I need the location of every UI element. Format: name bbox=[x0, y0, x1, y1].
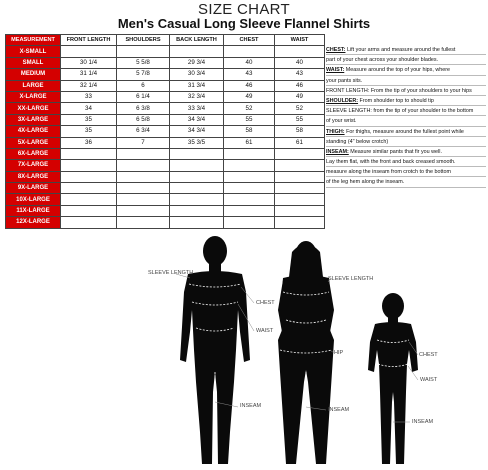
size-label: 8X-LARGE bbox=[6, 171, 61, 182]
instruction-line bbox=[326, 45, 486, 55]
table-cell: 34 3/4 bbox=[170, 126, 224, 137]
table-cell: 49 bbox=[275, 91, 325, 102]
table-cell bbox=[275, 183, 325, 194]
table-cell bbox=[275, 194, 325, 205]
size-label: 11X-LARGE bbox=[6, 205, 61, 216]
table-row bbox=[6, 148, 325, 159]
table-cell: 61 bbox=[224, 137, 275, 148]
size-label: 12X-LARGE bbox=[6, 217, 61, 228]
table-cell bbox=[275, 171, 325, 182]
instruction-key: INSEAM: bbox=[326, 148, 349, 155]
table-cell: 58 bbox=[224, 126, 275, 137]
table-cell: 5 5/8 bbox=[117, 57, 170, 68]
instruction-text: part of your chest across your shoulder blades. bbox=[326, 57, 439, 64]
instruction-text: FRONT LENGTH: From the tip of your shoulders to your hips bbox=[326, 87, 472, 94]
table-cell: 29 3/4 bbox=[170, 57, 224, 68]
table-cell: 6 3/8 bbox=[117, 103, 170, 114]
size-label: 10X-LARGE bbox=[6, 194, 61, 205]
table-cell: 33 bbox=[61, 91, 117, 102]
table-row bbox=[6, 69, 325, 80]
table-cell bbox=[61, 148, 117, 159]
table-cell: 52 bbox=[275, 103, 325, 114]
instruction-line bbox=[326, 157, 486, 167]
table-cell: 61 bbox=[275, 137, 325, 148]
table-cell: 55 bbox=[224, 114, 275, 125]
instruction-key: CHEST: bbox=[326, 47, 346, 53]
table-cell: 6 1/4 bbox=[117, 91, 170, 102]
table-cell bbox=[117, 183, 170, 194]
instruction-key: WAIST: bbox=[326, 67, 345, 74]
table-cell bbox=[117, 148, 170, 159]
table-cell bbox=[224, 148, 275, 159]
table-cell: 32 3/4 bbox=[170, 91, 224, 102]
column-header: SHOULDERS bbox=[117, 35, 170, 46]
size-label: 5X-LARGE bbox=[6, 137, 61, 148]
instruction-key: SHOULDER: bbox=[326, 97, 359, 104]
table-cell bbox=[117, 194, 170, 205]
instruction-line bbox=[326, 147, 486, 157]
table-body bbox=[6, 46, 325, 228]
table-cell bbox=[61, 171, 117, 182]
table-cell bbox=[170, 46, 224, 57]
table-row bbox=[6, 80, 325, 91]
instruction-text: your pants sits. bbox=[326, 77, 363, 84]
column-header: MEASUREMENT bbox=[6, 35, 61, 46]
instruction-text: Measure similar pants that fir you well. bbox=[348, 148, 442, 155]
table-cell bbox=[275, 205, 325, 216]
man-chest-label: CHEST bbox=[256, 300, 275, 306]
table-cell: 40 bbox=[224, 57, 275, 68]
size-label: 3X-LARGE bbox=[6, 114, 61, 125]
instruction-line bbox=[326, 177, 486, 187]
table-cell: 43 bbox=[275, 69, 325, 80]
size-label: X-LARGE bbox=[6, 91, 61, 102]
table-cell bbox=[275, 217, 325, 228]
table-row bbox=[6, 114, 325, 125]
table-cell bbox=[61, 46, 117, 57]
table-cell bbox=[61, 205, 117, 216]
size-label: X-SMALL bbox=[6, 46, 61, 57]
child-waist-label: WAIST bbox=[420, 377, 438, 383]
size-label: 9X-LARGE bbox=[6, 183, 61, 194]
table-row bbox=[6, 103, 325, 114]
table-cell bbox=[170, 183, 224, 194]
child-silhouette bbox=[368, 293, 418, 464]
table-cell: 32 1/4 bbox=[61, 80, 117, 91]
table-cell: 34 bbox=[61, 103, 117, 114]
instruction-line bbox=[326, 167, 486, 177]
size-label: MEDIUM bbox=[6, 69, 61, 80]
instruction-line bbox=[326, 116, 486, 126]
table-cell: 52 bbox=[224, 103, 275, 114]
table-cell bbox=[224, 46, 275, 57]
size-label: 4X-LARGE bbox=[6, 126, 61, 137]
woman-silhouette bbox=[278, 241, 334, 464]
table-cell bbox=[61, 183, 117, 194]
table-row bbox=[6, 137, 325, 148]
instruction-text: standing (4" below crotch) bbox=[326, 138, 389, 145]
table-cell bbox=[170, 160, 224, 171]
table-cell: 7 bbox=[117, 137, 170, 148]
table-cell bbox=[170, 148, 224, 159]
table-cell bbox=[224, 194, 275, 205]
table-cell bbox=[61, 194, 117, 205]
child-inseam-label: INSEAM bbox=[412, 419, 434, 425]
table-cell bbox=[275, 148, 325, 159]
column-header: BACK LENGTH bbox=[170, 35, 224, 46]
table-cell bbox=[117, 171, 170, 182]
table-cell: 43 bbox=[224, 69, 275, 80]
table-cell bbox=[275, 46, 325, 57]
instruction-text: For thighs, measure around the fullest point while bbox=[344, 128, 464, 135]
table-cell bbox=[117, 46, 170, 57]
table-cell: 33 3/4 bbox=[170, 103, 224, 114]
size-table bbox=[5, 34, 325, 229]
table-cell bbox=[170, 217, 224, 228]
table-row bbox=[6, 194, 325, 205]
table-cell: 31 3/4 bbox=[170, 80, 224, 91]
instruction-line bbox=[326, 65, 486, 75]
size-label: XX-LARGE bbox=[6, 103, 61, 114]
table-cell bbox=[275, 160, 325, 171]
table-cell: 46 bbox=[275, 80, 325, 91]
table-cell: 6 5/8 bbox=[117, 114, 170, 125]
instruction-line bbox=[326, 76, 486, 86]
page-title: SIZE CHART bbox=[198, 1, 290, 18]
instruction-key: THIGH: bbox=[326, 128, 345, 135]
table-row bbox=[6, 160, 325, 171]
table-cell bbox=[170, 171, 224, 182]
instruction-text: measure along the inseam from crotch to the bottom bbox=[326, 169, 451, 176]
table-cell: 5 7/8 bbox=[117, 69, 170, 80]
table-cell bbox=[170, 194, 224, 205]
table-row bbox=[6, 46, 325, 57]
table-cell bbox=[117, 205, 170, 216]
table-header-row bbox=[6, 35, 325, 46]
table-row bbox=[6, 126, 325, 137]
table-row bbox=[6, 91, 325, 102]
table-cell bbox=[224, 205, 275, 216]
instruction-text: of the leg hem along the inseam. bbox=[326, 179, 405, 186]
table-cell bbox=[224, 183, 275, 194]
column-header: FRONT LENGTH bbox=[61, 35, 117, 46]
woman-inseam-label: INSEAM bbox=[328, 407, 350, 413]
size-label: SMALL bbox=[6, 57, 61, 68]
table-cell: 58 bbox=[275, 126, 325, 137]
table-cell: 6 3/4 bbox=[117, 126, 170, 137]
table-cell: 55 bbox=[275, 114, 325, 125]
table-cell: 35 bbox=[61, 114, 117, 125]
measuring-instructions bbox=[326, 45, 486, 188]
table-cell: 36 bbox=[61, 137, 117, 148]
table-row bbox=[6, 205, 325, 216]
instruction-text: Lift your arms and measure around the fullest bbox=[345, 47, 456, 53]
instruction-line bbox=[326, 86, 486, 96]
table-row bbox=[6, 183, 325, 194]
instruction-text: Measure around the top of your hips, where bbox=[344, 67, 451, 74]
child-chest-label: CHEST bbox=[419, 352, 438, 358]
table-cell bbox=[224, 160, 275, 171]
table-row bbox=[6, 57, 325, 68]
instruction-text: SLEEVE LENGTH: from the tip of your shoulder to the bottom bbox=[326, 108, 474, 115]
table-cell bbox=[224, 171, 275, 182]
table-cell: 31 1/4 bbox=[61, 69, 117, 80]
instruction-line bbox=[326, 106, 486, 116]
instruction-line bbox=[326, 55, 486, 65]
instruction-text: From shoulder top to should tip bbox=[358, 97, 434, 104]
instruction-line bbox=[326, 127, 486, 137]
table-cell bbox=[61, 160, 117, 171]
table-cell: 46 bbox=[224, 80, 275, 91]
instruction-line bbox=[326, 96, 486, 106]
table-cell: 35 3/5 bbox=[170, 137, 224, 148]
size-label: 6X-LARGE bbox=[6, 148, 61, 159]
silhouette-illustration bbox=[0, 232, 488, 470]
table-row bbox=[6, 171, 325, 182]
man-waist-label: WAIST bbox=[256, 328, 274, 334]
table-cell bbox=[61, 217, 117, 228]
table-cell: 6 bbox=[117, 80, 170, 91]
table-cell: 40 bbox=[275, 57, 325, 68]
table-cell bbox=[117, 217, 170, 228]
woman-hip-label: HIP bbox=[334, 350, 344, 356]
page-subtitle: Men's Casual Long Sleeve Flannel Shirts bbox=[117, 16, 371, 31]
body-measurement-figures bbox=[0, 232, 488, 470]
size-label: 7X-LARGE bbox=[6, 160, 61, 171]
table-cell: 49 bbox=[224, 91, 275, 102]
table-cell: 35 bbox=[61, 126, 117, 137]
size-label: LARGE bbox=[6, 80, 61, 91]
table-cell: 30 1/4 bbox=[61, 57, 117, 68]
woman-sleeve-length-label: SLEEVE LENGTH bbox=[328, 276, 374, 282]
instruction-line bbox=[326, 137, 486, 147]
table-cell bbox=[117, 160, 170, 171]
column-header: WAIST bbox=[275, 35, 325, 46]
instruction-text: of your wrist. bbox=[326, 118, 357, 125]
table-row bbox=[6, 217, 325, 228]
table-cell bbox=[170, 205, 224, 216]
table-cell: 34 3/4 bbox=[170, 114, 224, 125]
man-sleeve-length-label: SLEEVE LENGTH bbox=[148, 270, 194, 276]
man-inseam-label: INSEAM bbox=[240, 403, 262, 409]
column-header: CHEST bbox=[224, 35, 275, 46]
instruction-text: Lay them flat, with the front and back creased smooth. bbox=[326, 159, 456, 166]
table-cell: 30 3/4 bbox=[170, 69, 224, 80]
table-cell bbox=[224, 217, 275, 228]
